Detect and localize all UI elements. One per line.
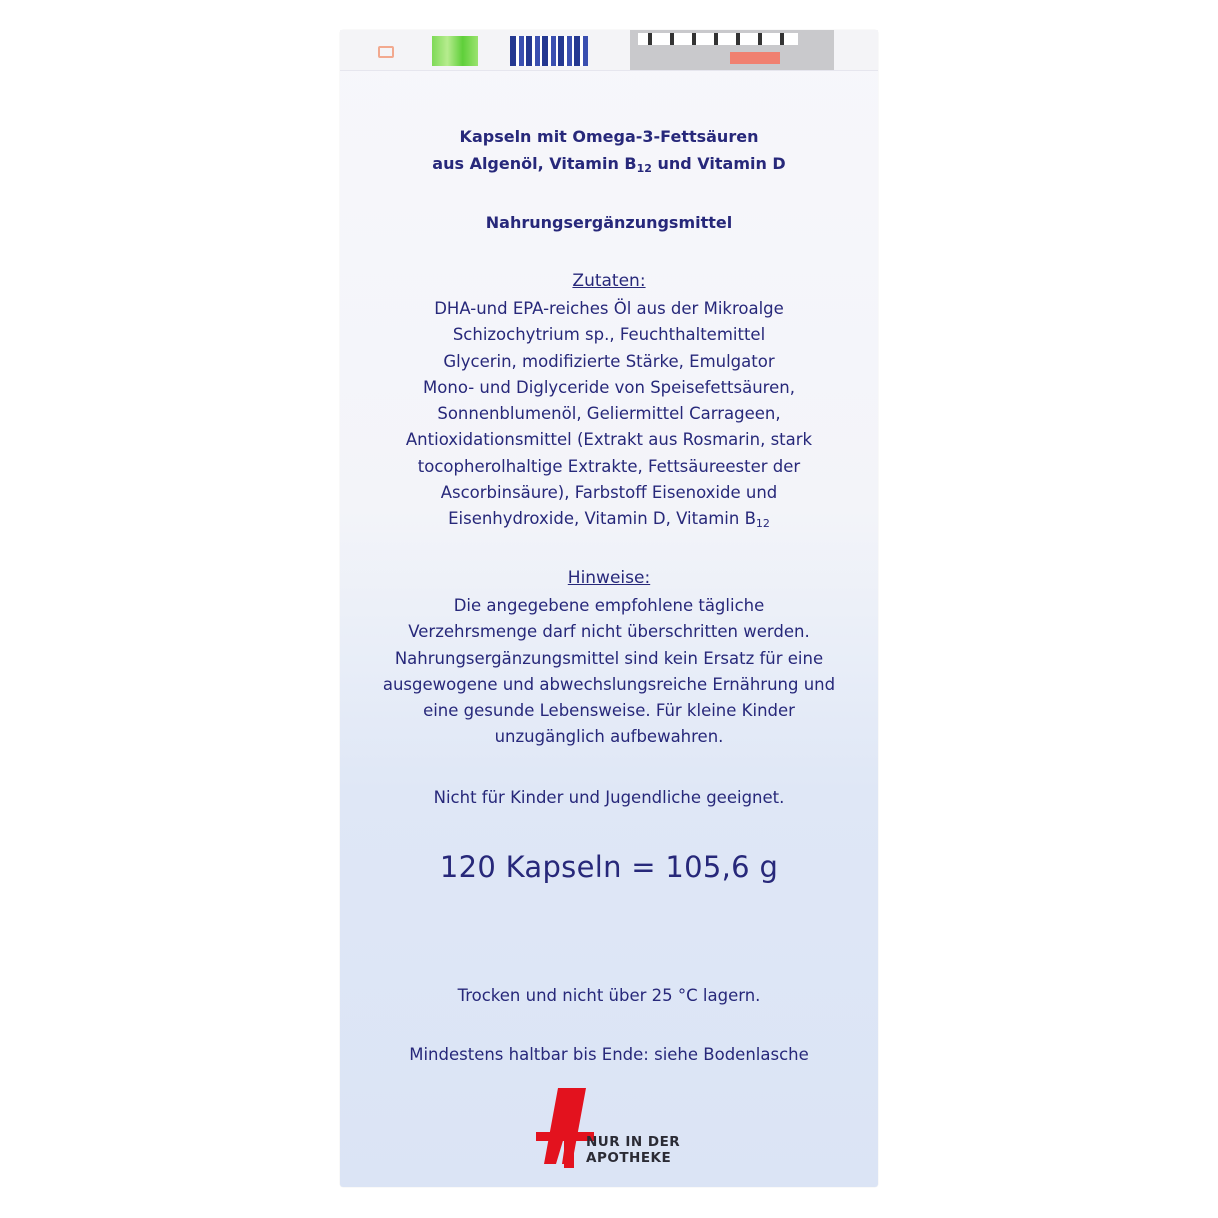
ingredients-heading: Zutaten: [572, 271, 646, 291]
flap-barcode-panel [630, 30, 834, 70]
flap-blue-mark [510, 36, 588, 66]
ingredients-list [340, 296, 878, 538]
notes-line: Die angegebene empfohlene tägliche [453, 596, 765, 615]
quantity-statement: 120 Kapseln = 105,6 g [439, 850, 779, 884]
notes-line: unzugänglich aufbewahren. [494, 727, 724, 747]
ingredients-line: Mono- und Diglyceride von Speisefettsäuren, [423, 377, 795, 397]
ingredients-line: tocopherolhaltige Extrakte, Fettsäureester der [417, 456, 801, 476]
product-title-line2: aus Algenöl, Vitamin $B_{12}$ und Vitamin D [432, 154, 786, 175]
package-back-panel [340, 30, 878, 1187]
storage-instruction: Trocken und nicht über 25 °C lagern. [457, 986, 761, 1005]
notes-list [340, 593, 878, 751]
package-top-flap [340, 30, 878, 71]
ingredients-line: Eisenhydroxide, Vitamin D, Vitamin $B_{12}$ [448, 509, 770, 531]
notes-line: Verzehrsmenge darf nicht überschritten werden. [408, 622, 810, 642]
flap-red-mark [370, 36, 396, 66]
apotheke-logo [536, 1088, 696, 1168]
notes-line: Nahrungsergänzungsmittel sind kein Ersatz für eine [394, 648, 824, 668]
notes-line: eine gesunde Lebensweise. Für kleine Kinder [423, 701, 795, 721]
flap-green-mark [432, 36, 478, 66]
best-before-note: Mindestens haltbar bis Ende: siehe Bodenlasche [409, 1045, 809, 1064]
logo-line1: NUR IN DER [586, 1134, 681, 1150]
ingredients-line: Sonnenblumenöl, Geliermittel Carrageen, [437, 404, 781, 424]
product-category: Nahrungsergänzungsmittel [485, 213, 733, 232]
ingredients-line: Schizochytrium sp., Feuchthaltemittel [452, 325, 766, 345]
notes-line: ausgewogene und abwechslungsreiche Ernährung und [382, 674, 836, 694]
ingredients-line: Glycerin, modifizierte Stärke, Emulgator [443, 351, 775, 371]
logo-line2: APOTHEKE [586, 1150, 672, 1166]
age-warning: Nicht für Kinder und Jugendliche geeignet. [433, 788, 785, 807]
ingredients-line: Antioxidationsmittel (Extrakt aus Rosmarin, stark [405, 430, 813, 450]
ingredients-line: DHA-und EPA-reiches Öl aus der Mikroalge [434, 299, 784, 318]
product-title-line1: Kapseln mit Omega-3-Fettsäuren [459, 127, 759, 146]
ingredients-line: Ascorbinsäure), Farbstoff Eisenoxide und [440, 483, 778, 503]
notes-heading: Hinweise: [567, 568, 651, 588]
